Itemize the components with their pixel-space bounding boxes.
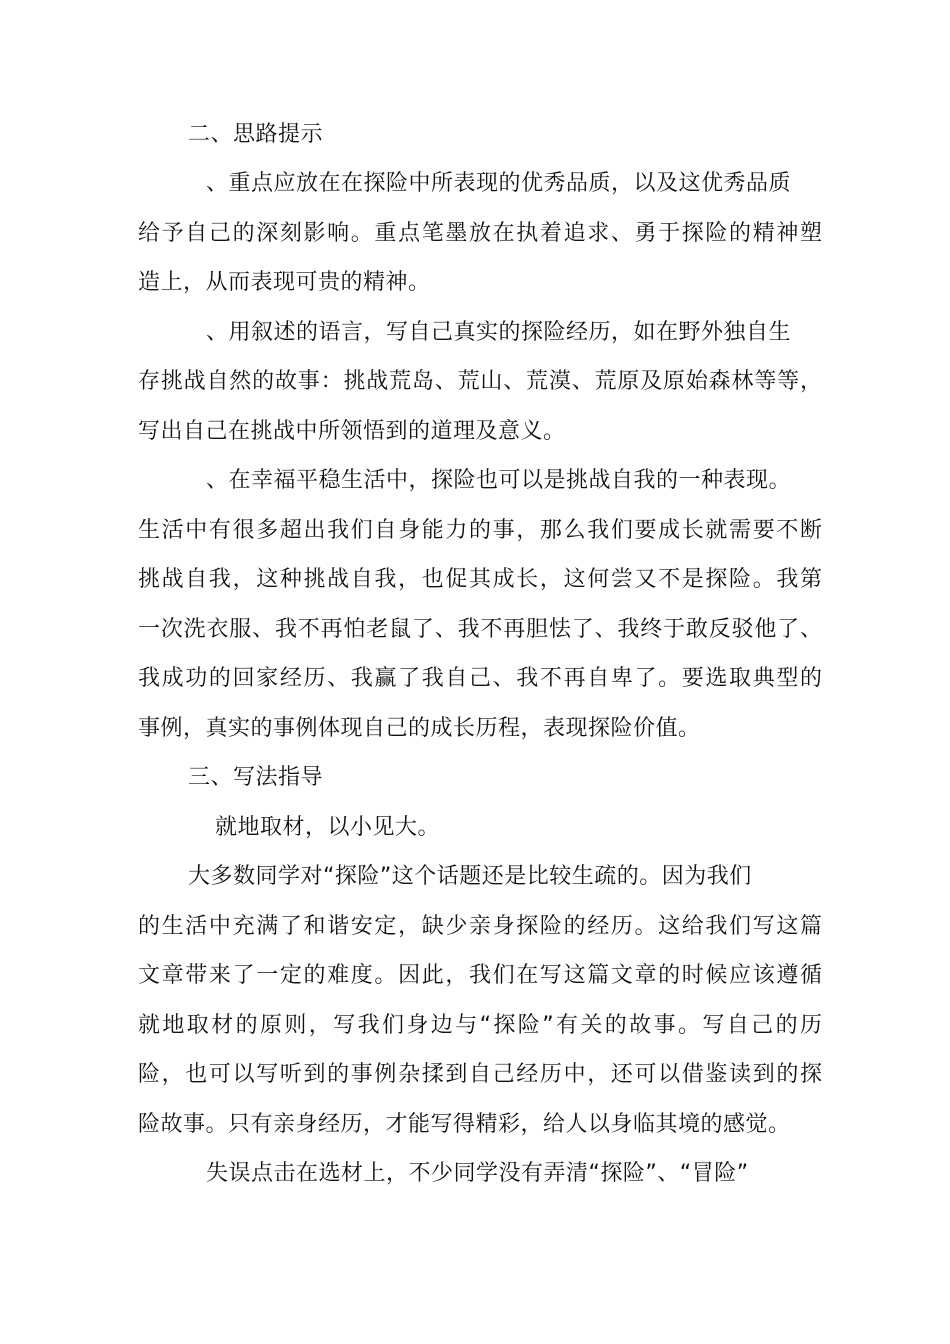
paragraph-line: 的生活中充满了和谐安定，缺少亲身探险的经历。这给我们写这篇 <box>138 914 822 939</box>
paragraph-line: 我成功的回家经历、我赢了我自己、我不再自卑了。要选取典型的 <box>138 666 822 691</box>
paragraph-line: 、重点应放在在探险中所表现的优秀品质，以及这优秀品质 <box>206 171 792 196</box>
paragraph-line: 失误点击在选材上，不少同学没有弄清“探险”、“冒险” <box>206 1161 749 1186</box>
paragraph-line: 险，也可以写听到的事例杂揉到自己经历中，还可以借鉴读到的探 <box>138 1062 822 1087</box>
paragraph-line: 生活中有很多超出我们自身能力的事，那么我们要成长就需要不断 <box>138 518 822 543</box>
section-heading-thinking-tips: 二、思路提示 <box>188 122 324 147</box>
section-heading-writing-guidance: 三、写法指导 <box>188 765 324 790</box>
paragraph-line: 文章带来了一定的难度。因此，我们在写这篇文章的时候应该遵循 <box>138 963 822 988</box>
paragraph-line: 一次洗衣服、我不再怕老鼠了、我不再胆怯了、我终于敢反驳他了、 <box>138 617 822 642</box>
paragraph-line: 给予自己的深刻影响。重点笔墨放在执着追求、勇于探险的精神塑 <box>138 221 822 246</box>
subheading-local-material: 就地取材，以小见大。 <box>215 815 441 840</box>
paragraph-line: 挑战自我，这种挑战自我，也促其成长，这何尝又不是探险。我第 <box>138 567 822 592</box>
paragraph-line: 造上，从而表现可贵的精神。 <box>138 270 431 295</box>
paragraph-line: 险故事。只有亲身经历，才能写得精彩，给人以身临其境的感觉。 <box>138 1112 791 1137</box>
paragraph-line: 事例，真实的事例体现自己的成长历程，表现探险价值。 <box>138 716 701 741</box>
paragraph-line: 、用叙述的语言，写自己真实的探险经历，如在野外独自生 <box>206 320 792 345</box>
paragraph-line: 大多数同学对“探险”这个话题还是比较生疏的。因为我们 <box>188 864 752 889</box>
paragraph-line: 就地取材的原则，写我们身边与“探险”有关的故事。写自己的历 <box>138 1013 822 1038</box>
paragraph-line: 、在幸福平稳生活中，探险也可以是挑战自我的一种表现。 <box>206 468 792 493</box>
paragraph-line: 写出自己在挑战中所领悟到的道理及意义。 <box>138 419 566 444</box>
paragraph-line: 存挑战自然的故事：挑战荒岛、荒山、荒漠、荒原及原始森林等等， <box>138 369 822 394</box>
